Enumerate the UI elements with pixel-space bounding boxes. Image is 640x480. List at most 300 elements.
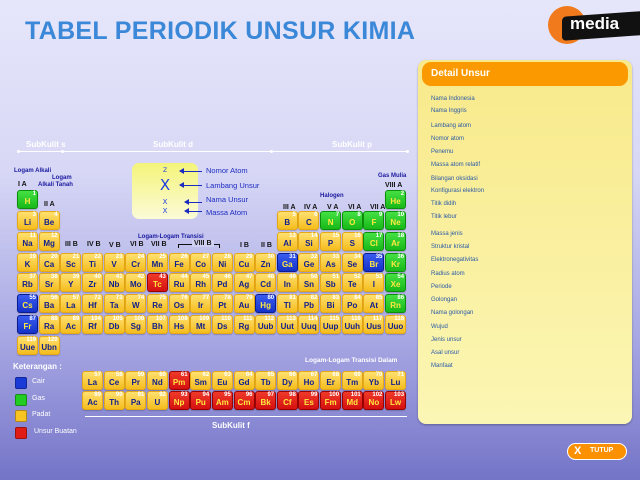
element-bk[interactable] [255, 391, 276, 410]
key-symbol: X [159, 176, 171, 194]
element-k[interactable] [17, 253, 38, 272]
element-uue[interactable] [17, 336, 38, 355]
element-th[interactable] [104, 391, 125, 410]
element-symbol: Cu [238, 260, 250, 269]
element-symbol: Db [108, 322, 120, 331]
element-li[interactable] [17, 211, 38, 230]
element-au[interactable] [234, 294, 255, 313]
element-symbol: Ti [88, 260, 96, 269]
element-symbol: Hg [260, 301, 271, 310]
element-ba[interactable] [39, 294, 60, 313]
atomic-number: 99 [310, 392, 318, 398]
element-symbol: Uut [280, 322, 294, 331]
atomic-number: 53 [375, 274, 383, 280]
element-symbol: Ru [173, 280, 185, 289]
element-mn[interactable] [147, 253, 168, 272]
element-cm[interactable] [234, 391, 255, 410]
element-md[interactable] [342, 391, 363, 410]
atomic-number: 27 [202, 254, 210, 260]
element-symbol: Sc [65, 260, 76, 269]
atomic-number: 47 [245, 274, 253, 280]
element-zn[interactable] [255, 253, 276, 272]
element-symbol: O [349, 218, 356, 227]
atomic-number: 67 [310, 372, 318, 378]
element-mt[interactable] [190, 315, 211, 334]
group-VIB: VI B [130, 241, 144, 248]
element-tm[interactable] [342, 371, 363, 390]
key-name-label: Nama Unsur [206, 195, 249, 204]
element-symbol: Mo [129, 280, 142, 289]
element-i[interactable] [363, 273, 384, 292]
atomic-number: 57 [72, 295, 80, 301]
element-w[interactable] [125, 294, 146, 313]
atomic-number: 37 [29, 274, 36, 280]
element-symbol: Rg [238, 322, 250, 331]
element-ti[interactable] [82, 253, 103, 272]
atomic-number: 84 [354, 295, 361, 301]
atomic-number: 108 [177, 316, 188, 322]
element-symbol: Sb [325, 280, 336, 289]
element-symbol: Th [109, 398, 119, 407]
element-ge[interactable] [298, 253, 319, 272]
element-bh[interactable] [147, 315, 168, 334]
element-symbol: Es [304, 398, 314, 407]
atomic-number: 33 [332, 254, 340, 260]
legend-swatch-unsur-buatan [15, 427, 27, 439]
atomic-number: 61 [180, 372, 188, 378]
element-tl[interactable] [277, 294, 298, 313]
detail-field-label: Nomor atom [431, 136, 465, 142]
close-icon: X [574, 445, 582, 457]
atomic-number: 13 [289, 233, 296, 239]
element-co[interactable] [190, 253, 211, 272]
group-IA: I A [18, 181, 27, 188]
subshell-f-ruler [85, 416, 407, 417]
close-button[interactable] [567, 443, 627, 460]
element-symbol: Nd [152, 378, 163, 387]
atomic-number: 23 [115, 254, 123, 260]
element-symbol: Mt [196, 322, 206, 331]
element-pb[interactable] [298, 294, 319, 313]
atomic-number: 94 [202, 392, 210, 398]
element-symbol: Ba [44, 301, 55, 310]
element-yb[interactable] [363, 371, 384, 390]
atomic-number: 75 [159, 295, 166, 301]
element-ce[interactable] [104, 371, 125, 390]
element-sm[interactable] [190, 371, 211, 390]
element-mg[interactable] [39, 232, 60, 251]
element-n[interactable] [320, 211, 341, 230]
element-rb[interactable] [17, 273, 38, 292]
atomic-number: 45 [202, 274, 210, 280]
element-sg[interactable] [125, 315, 146, 334]
key-symbol-label: Lambang Unsur [206, 181, 260, 190]
element-ac[interactable] [82, 391, 103, 410]
element-si[interactable] [298, 232, 319, 251]
element-symbol: Mn [151, 260, 164, 269]
group-IVA: IV A [304, 204, 318, 211]
element-lu[interactable] [385, 371, 406, 390]
key-mass-label: Massa Atom [206, 208, 248, 217]
element-ds[interactable] [212, 315, 233, 334]
atomic-number: 86 [397, 295, 405, 301]
atomic-number: 76 [180, 295, 188, 301]
element-symbol: Ac [65, 322, 76, 331]
element-rh[interactable] [190, 273, 211, 292]
element-symbol: Ubn [41, 343, 57, 352]
element-symbol: Kr [391, 260, 400, 269]
element-ra[interactable] [39, 315, 60, 334]
legend-label: Gas [32, 394, 45, 402]
element-la[interactable] [60, 294, 81, 313]
element-symbol: B [284, 218, 291, 227]
element-bi[interactable] [320, 294, 341, 313]
detail-field-label: Nama Indonesia [431, 96, 475, 102]
atomic-number: 73 [115, 295, 123, 301]
atomic-number: 39 [72, 274, 80, 280]
element-re[interactable] [147, 294, 168, 313]
element-symbol: Uub [257, 322, 274, 331]
ruler-tick [270, 150, 273, 153]
atomic-number: 41 [115, 274, 123, 280]
element-ta[interactable] [104, 294, 125, 313]
element-sn[interactable] [298, 273, 319, 292]
atomic-number: 115 [329, 316, 340, 322]
element-f[interactable] [363, 211, 384, 230]
element-fm[interactable] [320, 391, 341, 410]
element-symbol: Tl [283, 301, 291, 310]
element-symbol: Uup [322, 322, 339, 331]
atomic-number: 44 [180, 274, 188, 280]
element-rf[interactable] [82, 315, 103, 334]
element-er[interactable] [320, 371, 341, 390]
element-symbol: Ta [109, 301, 119, 310]
element-symbol: Mg [43, 239, 55, 248]
atomic-number: 15 [332, 233, 340, 239]
element-lw[interactable] [385, 391, 406, 410]
element-ho[interactable] [298, 371, 319, 390]
element-as[interactable] [320, 253, 341, 272]
element-po[interactable] [342, 294, 363, 313]
group-VIIA: VII A [370, 204, 386, 211]
element-al[interactable] [277, 232, 298, 251]
element-fe[interactable] [169, 253, 190, 272]
atomic-number: 46 [224, 274, 231, 280]
element-symbol: Ra [44, 322, 55, 331]
element-symbol: Cs [22, 301, 33, 310]
element-o[interactable] [342, 211, 363, 230]
element-uuq[interactable] [298, 315, 319, 334]
atomic-number: 89 [72, 316, 80, 322]
atomic-number: 105 [112, 316, 123, 322]
element-cd[interactable] [255, 273, 276, 292]
element-pr[interactable] [125, 371, 146, 390]
element-symbol: Bh [152, 322, 163, 331]
atomic-number: 95 [224, 392, 231, 398]
group-IB: I B [240, 242, 249, 249]
element-eu[interactable] [212, 371, 233, 390]
element-cs[interactable] [17, 294, 38, 313]
atomic-number: 42 [137, 274, 145, 280]
element-cl[interactable] [363, 232, 384, 251]
ruler-tick [406, 150, 409, 153]
atomic-number: 83 [332, 295, 340, 301]
group-IIIA: III A [283, 204, 296, 211]
element-symbol: Cf [283, 398, 292, 407]
element-symbol: Cm [237, 398, 251, 407]
detail-field-label: Massa jenis [431, 231, 463, 237]
element-pa[interactable] [125, 391, 146, 410]
atomic-number: 116 [351, 316, 361, 322]
atomic-number: 64 [245, 372, 253, 378]
element-sb[interactable] [320, 273, 341, 292]
element-symbol: Md [346, 398, 359, 407]
atomic-number: 69 [354, 372, 361, 378]
element-ac[interactable] [60, 315, 81, 334]
element-cr[interactable] [125, 253, 146, 272]
element-cu[interactable] [234, 253, 255, 272]
element-uuo[interactable] [385, 315, 406, 334]
halogen-label: Halogen [320, 193, 344, 199]
element-symbol: Rb [22, 280, 33, 289]
element-symbol: Pa [130, 398, 141, 407]
element-symbol: Gd [238, 378, 250, 387]
atomic-number: 82 [310, 295, 318, 301]
element-pu[interactable] [190, 391, 211, 410]
element-uus[interactable] [363, 315, 384, 334]
group-IIA: II A [44, 201, 55, 208]
element-symbol: U [154, 398, 161, 407]
legend-label: Cair [32, 378, 45, 385]
element-db[interactable] [104, 315, 125, 334]
element-be[interactable] [39, 211, 60, 230]
atomic-number: 17 [375, 233, 383, 239]
element-symbol: Rh [195, 280, 207, 289]
atomic-number: 81 [289, 295, 296, 301]
alkaline-earth-label-1: Logam [52, 175, 72, 181]
element-symbol: Ce [108, 378, 120, 387]
element-uut[interactable] [277, 315, 298, 334]
element-uub[interactable] [255, 315, 276, 334]
element-symbol: Np [173, 398, 185, 407]
element-symbol: Co [195, 260, 207, 269]
element-symbol: Pu [195, 398, 206, 407]
element-p[interactable] [320, 232, 341, 251]
atomic-number: 68 [332, 372, 340, 378]
detail-panel [418, 60, 632, 424]
atomic-number: 52 [354, 274, 361, 280]
atomic-number: 85 [375, 295, 383, 301]
element-ca[interactable] [39, 253, 60, 272]
atomic-number: 40 [94, 274, 101, 280]
atomic-number: 100 [329, 392, 340, 398]
element-nd[interactable] [147, 371, 168, 390]
element-symbol: K [24, 260, 31, 269]
element-es[interactable] [298, 391, 319, 410]
atomic-number: 93 [180, 392, 188, 398]
element-uuh[interactable] [342, 315, 363, 334]
element-u[interactable] [147, 391, 168, 410]
element-mo[interactable] [125, 273, 146, 292]
element-nb[interactable] [104, 273, 125, 292]
detail-field-label: Konfigurasi elektron [431, 188, 485, 194]
atomic-number: 4 [54, 212, 58, 218]
element-symbol: Fr [23, 322, 32, 331]
element-symbol: Er [326, 378, 335, 387]
element-symbol: Zr [88, 280, 97, 289]
atomic-number: 117 [372, 316, 383, 322]
detail-field-label: Bilangan oksidasi [431, 176, 478, 182]
atomic-number: 57 [94, 372, 101, 378]
atomic-number: 48 [267, 274, 275, 280]
element-symbol: Be [44, 218, 55, 227]
atomic-number: 3 [32, 212, 36, 218]
legend-swatch-cair [15, 377, 27, 389]
element-symbol: Cl [369, 239, 378, 248]
key-name: X [162, 198, 168, 206]
element-symbol: Al [283, 239, 292, 248]
element-symbol: Pr [131, 378, 140, 387]
element-zr[interactable] [82, 273, 103, 292]
atomic-number: 72 [94, 295, 101, 301]
atomic-number: 66 [289, 372, 296, 378]
atomic-number: 65 [267, 372, 275, 378]
element-cf[interactable] [277, 391, 298, 410]
atomic-number: 87 [29, 316, 36, 322]
element-symbol: Ga [281, 260, 293, 269]
element-tc[interactable] [147, 273, 168, 292]
element-in[interactable] [277, 273, 298, 292]
element-fr[interactable] [17, 315, 38, 334]
detail-field-label: Lambang atom [431, 123, 472, 129]
element-symbol: Ir [198, 301, 204, 310]
key-number: Z [162, 167, 168, 174]
element-b[interactable] [277, 211, 298, 230]
arrow-icon [180, 185, 202, 186]
element-hs[interactable] [169, 315, 190, 334]
detail-panel-title: Detail Unsur [422, 62, 628, 86]
element-pt[interactable] [212, 294, 233, 313]
element-tb[interactable] [255, 371, 276, 390]
element-rn[interactable] [385, 294, 406, 313]
atomic-number: 19 [29, 254, 36, 260]
element-ni[interactable] [212, 253, 233, 272]
element-s[interactable] [342, 232, 363, 251]
element-na[interactable] [17, 232, 38, 251]
element-sc[interactable] [60, 253, 81, 272]
element-ru[interactable] [169, 273, 190, 292]
element-symbol: Ne [390, 218, 401, 227]
element-h[interactable] [17, 190, 38, 209]
element-np[interactable] [169, 391, 190, 410]
atomic-number: 10 [397, 212, 405, 218]
element-xe[interactable] [385, 273, 406, 292]
element-hf[interactable] [82, 294, 103, 313]
element-symbol: Si [305, 239, 313, 248]
element-dy[interactable] [277, 371, 298, 390]
arrow-icon [180, 171, 202, 172]
element-symbol: Re [152, 301, 163, 310]
atomic-number: 112 [264, 316, 275, 322]
element-symbol: Bi [326, 301, 335, 310]
atomic-number: 24 [137, 254, 145, 260]
element-pm[interactable] [169, 371, 190, 390]
inner-transition-label: Logam-Logam Transisi Dalam [305, 357, 398, 364]
element-symbol: Hs [173, 322, 185, 331]
detail-field-label: Struktur kristal [431, 244, 470, 250]
element-v[interactable] [104, 253, 125, 272]
element-symbol: As [325, 260, 336, 269]
element-ar[interactable] [385, 232, 406, 251]
atomic-number: 74 [137, 295, 145, 301]
element-ne[interactable] [385, 211, 406, 230]
element-sr[interactable] [39, 273, 60, 292]
element-symbol: H [24, 197, 31, 206]
atomic-number: 63 [224, 372, 231, 378]
element-no[interactable] [363, 391, 384, 410]
element-se[interactable] [342, 253, 363, 272]
detail-field-label: Wujud [431, 324, 448, 330]
element-rg[interactable] [234, 315, 255, 334]
element-hg[interactable] [255, 294, 276, 313]
element-symbol: Ar [391, 239, 400, 248]
group-IVB: IV B [87, 241, 101, 248]
atomic-number: 30 [267, 254, 275, 260]
element-gd[interactable] [234, 371, 255, 390]
element-he[interactable] [385, 190, 406, 209]
element-symbol: S [349, 239, 355, 248]
element-os[interactable] [169, 294, 190, 313]
atomic-number: 119 [26, 337, 36, 343]
element-la[interactable] [82, 371, 103, 390]
element-am[interactable] [212, 391, 233, 410]
element-symbol: Ac [87, 398, 98, 407]
element-symbol: Pb [303, 301, 315, 310]
subshell-d-label: SubKulit d [153, 140, 193, 149]
transition-label: Logam-Logam Transisi [138, 234, 204, 240]
element-y[interactable] [60, 273, 81, 292]
atomic-number: 104 [90, 316, 101, 322]
atomic-number: 109 [199, 316, 210, 322]
element-pd[interactable] [212, 273, 233, 292]
element-symbol: Nb [108, 280, 120, 289]
atomic-number: 38 [50, 274, 58, 280]
detail-field-label: Golongan [431, 297, 458, 303]
element-te[interactable] [342, 273, 363, 292]
element-kr[interactable] [385, 253, 406, 272]
element-uup[interactable] [320, 315, 341, 334]
element-ga[interactable] [277, 253, 298, 272]
element-symbol: Ca [44, 260, 55, 269]
group-IIIB: III B [65, 241, 78, 248]
element-ir[interactable] [190, 294, 211, 313]
element-br[interactable] [363, 253, 384, 272]
element-ubn[interactable] [39, 336, 60, 355]
atomic-number: 60 [159, 372, 166, 378]
element-at[interactable] [363, 294, 384, 313]
element-symbol: Lw [389, 398, 402, 407]
atomic-number: 20 [50, 254, 58, 260]
element-symbol: Uuo [387, 322, 404, 331]
element-c[interactable] [298, 211, 319, 230]
element-ag[interactable] [234, 273, 255, 292]
element-symbol: Na [22, 239, 33, 248]
element-symbol: La [66, 301, 76, 310]
atomic-number: 102 [372, 392, 383, 398]
legend-swatch-padat [15, 410, 27, 422]
atomic-number: 103 [394, 392, 405, 398]
element-symbol: At [369, 301, 379, 310]
